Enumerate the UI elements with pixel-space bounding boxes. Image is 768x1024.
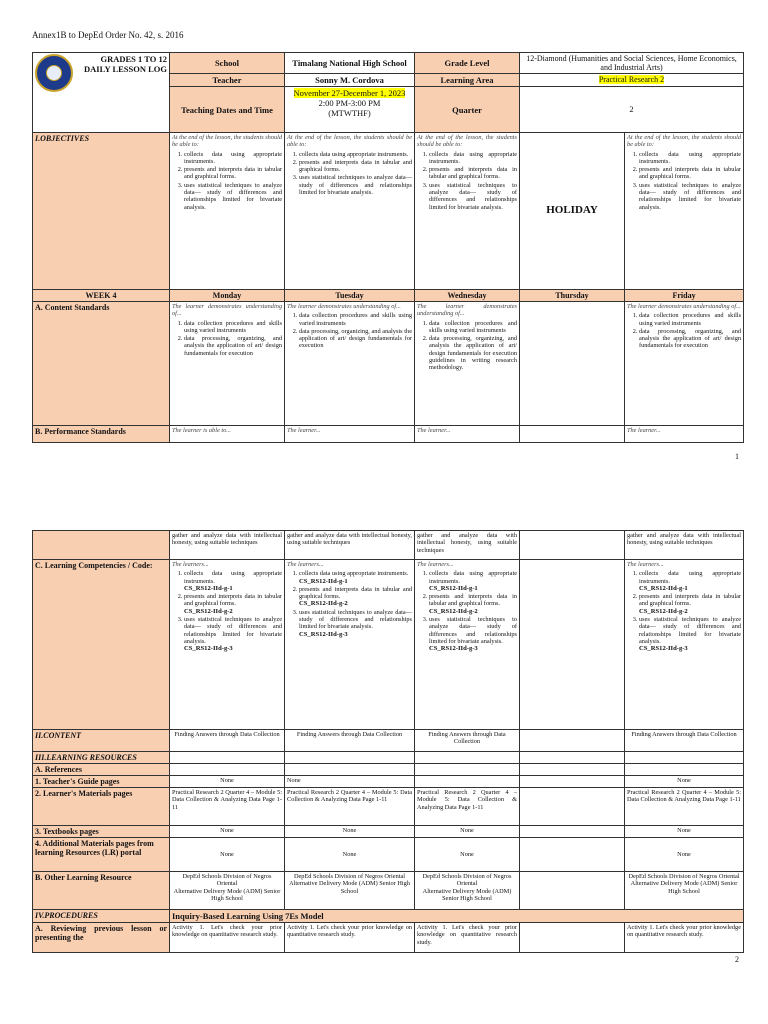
content-standards-intro: The learner demonstrates understanding of... <box>417 303 517 318</box>
content-standard-item: 1. data collection procedures and skills using varied instruments <box>184 320 282 335</box>
performance-standards-monday: The learner is able to... <box>170 426 285 443</box>
page-number: 1 <box>735 452 739 461</box>
content-standards-label: A. Content Standards <box>33 302 170 426</box>
objectives-wednesday <box>415 133 520 290</box>
competencies-friday <box>625 560 744 730</box>
competencies-intro: The learners... <box>417 561 454 568</box>
content-standard-item: 2. data processing, organizing, and analysis the application of art/ design fundamentals for execution <box>299 328 412 350</box>
competency-item: 2. presents and interprets data in tabular and graphical forms. CS_RS12-IId-g-2 <box>184 593 282 615</box>
grade-level-value: 12-Diamond (Humanities and Social Sciences, Home Economics, and Industrial Arts) <box>520 53 744 74</box>
references-empty <box>520 764 625 776</box>
performance-continued-thursday <box>520 531 625 560</box>
competency-item: 3. uses statistical techniques to analyze data— study of differences and relationships limited for bivariate analysis. CS_RS12-IId-g-3 <box>429 616 517 652</box>
other-resources-tuesday: DepEd Schools Division of Negros Oriental Alternative Delivery Mode (ADM) Senior High School <box>285 872 415 910</box>
competency-code: CS_RS12-IId-g-3 <box>299 630 348 638</box>
time-value: 2:00 PM-3:00 PM <box>318 98 381 108</box>
content-standard-item: 1. data collection procedures and skills using varied instruments <box>429 320 517 335</box>
activity-wednesday: Activity 1. Let's check your prior knowledge on quantitative research study. <box>415 923 520 953</box>
teacher-value: Sonny M. Cordova <box>285 74 415 87</box>
performance-standards-tuesday: The learner... <box>285 426 415 443</box>
competency-code: CS_RS12-IId-g-1 <box>429 584 478 592</box>
teachers-guide-tuesday: None <box>285 776 415 788</box>
grade-level-label: Grade Level <box>415 53 520 74</box>
content-wednesday: Finding Answers through Data Collection <box>415 730 520 752</box>
competency-code: CS_RS12-IId-g-2 <box>184 607 233 615</box>
content-thursday <box>520 730 625 752</box>
objective-item: 1. collects data using appropriate instruments. <box>429 151 517 166</box>
competency-code: CS_RS12-IId-g-1 <box>299 577 348 585</box>
competency-item: 1. collects data using appropriate instruments. CS_RS12-IId-g-1 <box>639 570 741 592</box>
performance-continued-friday: gather and analyze data with intellectual honesty, using suitable techniques <box>625 531 744 560</box>
content-monday: Finding Answers through Data Collection <box>170 730 285 752</box>
content-standards-friday <box>625 302 744 426</box>
objectives-intro: At the end of the lesson, the students should be able to: <box>172 134 283 149</box>
performance-standards-label: B. Performance Standards <box>33 426 170 443</box>
competency-item: 2. presents and interprets data in tabular and graphical forms. CS_RS12-IId-g-2 <box>299 586 412 608</box>
content-label: II.CONTENT <box>33 730 170 752</box>
content-standards-monday <box>170 302 285 426</box>
procedures-label: IV.PROCEDURES <box>33 910 170 923</box>
teachers-guide-monday: None <box>170 776 285 788</box>
additional-materials-friday: None <box>625 838 744 872</box>
day-thursday: Thursday <box>520 290 625 302</box>
additional-materials-monday: None <box>170 838 285 872</box>
other-resources-friday: DepEd Schools Division of Negros Oriental Alternative Delivery Mode (ADM) Senior High School <box>625 872 744 910</box>
competency-code: CS_RS12-IId-g-3 <box>184 645 233 653</box>
competency-item: 3. uses statistical techniques to analyze data— study of differences and relationships limited for bivariate analysis. CS_RS12-IId-g-3 <box>639 616 741 652</box>
additional-materials-label: 4. Additional Materials pages from learning Resources (LR) portal <box>33 838 170 872</box>
resources-empty <box>520 752 625 764</box>
references-empty <box>170 764 285 776</box>
competencies-intro: The learners... <box>287 561 324 568</box>
textbooks-tuesday: None <box>285 826 415 838</box>
competency-item: 2. presents and interprets data in tabular and graphical forms. CS_RS12-IId-g-2 <box>639 593 741 615</box>
objectives-intro: At the end of the lesson, the students should be able to: <box>417 134 517 149</box>
learning-area-cell <box>520 74 744 87</box>
objective-item: 1. collects data using appropriate instruments. <box>639 151 741 166</box>
objectives-intro: At the end of the lesson, the students should be able to: <box>287 134 412 149</box>
content-friday: Finding Answers through Data Collection <box>625 730 744 752</box>
objectives-intro: At the end of the lesson, the students should be able to: <box>627 134 742 149</box>
teachers-guide-thursday <box>520 776 625 788</box>
learners-materials-tuesday: Practical Research 2 Quarter 4 – Module 5: Data Collection & Analyzing Data Page 1-11 <box>285 788 415 826</box>
competencies-label: C. Learning Competencies / Code: <box>33 560 170 730</box>
objective-item: 2. presents and interprets data in tabular and graphical forms. <box>299 159 412 174</box>
competencies-wednesday <box>415 560 520 730</box>
content-standard-item: 1. data collection procedures and skills using varied instruments <box>639 312 741 327</box>
teacher-label: Teacher <box>170 74 285 87</box>
grade-title-cell <box>33 53 170 133</box>
dates-value: November 27-December 1, 2023 <box>293 88 406 98</box>
content-standards-intro: The learner demonstrates understanding of... <box>172 303 282 318</box>
textbooks-monday: None <box>170 826 285 838</box>
competency-code: CS_RS12-IId-g-1 <box>639 584 688 592</box>
annex-header: Annex1B to DepEd Order No. 42, s. 2016 <box>32 30 184 40</box>
learners-materials-wednesday: Practical Research 2 Quarter 4 – Module 5: Data Collection & Analyzing Data Page 1-11 <box>415 788 520 826</box>
teachers-guide-label: 1. Teacher's Guide pages <box>33 776 170 788</box>
day-tuesday: Tuesday <box>285 290 415 302</box>
textbooks-friday: None <box>625 826 744 838</box>
day-monday: Monday <box>170 290 285 302</box>
competencies-thursday <box>520 560 625 730</box>
grade-title: GRADES 1 TO 12 DAILY LESSON LOG <box>84 54 167 74</box>
content-standard-item: 2. data processing, organizing, and analysis the application of art/ design fundamentals for execution <box>639 328 741 350</box>
performance-continued-wednesday: gather and analyze data with intellectual honesty, using suitable techniques <box>415 531 520 560</box>
learning-area-label: Learning Area <box>415 74 520 87</box>
objective-item: 1. collects data using appropriate instruments. <box>184 151 282 166</box>
activity-tuesday: Activity 1. Let's check your prior knowledge on quantitative research study. <box>285 923 415 953</box>
page-number: 2 <box>735 955 739 964</box>
activity-thursday <box>520 923 625 953</box>
teachers-guide-friday: None <box>625 776 744 788</box>
content-standards-wednesday <box>415 302 520 426</box>
references-empty <box>625 764 744 776</box>
quarter-label: Quarter <box>415 87 520 133</box>
content-standards-intro: The learner demonstrates understanding of... <box>287 303 401 310</box>
competency-code: CS_RS12-IId-g-3 <box>429 645 478 653</box>
procedures-model: Inquiry-Based Learning Using 7Es Model <box>170 910 744 923</box>
quarter-value: 2 <box>520 87 744 133</box>
content-standard-item: 2. data processing, organizing, and analysis the application of art/ design fundamentals for execution <box>184 335 282 357</box>
learners-materials-friday: Practical Research 2 Quarter 4 – Module 5: Data Collection & Analyzing Data Page 1-11 <box>625 788 744 826</box>
objectives-monday <box>170 133 285 290</box>
competency-code: CS_RS12-IId-g-1 <box>184 584 233 592</box>
competency-item: 1. collects data using appropriate instruments. CS_RS12-IId-g-1 <box>429 570 517 592</box>
competencies-intro: The learners... <box>172 561 209 568</box>
competency-code: CS_RS12-IId-g-2 <box>299 600 348 608</box>
competency-code: CS_RS12-IId-g-2 <box>429 607 478 615</box>
resources-empty <box>170 752 285 764</box>
performance-standards-wednesday: The learner... <box>415 426 520 443</box>
competencies-tuesday <box>285 560 415 730</box>
textbooks-thursday <box>520 826 625 838</box>
dates-label: Teaching Dates and Time <box>170 87 285 133</box>
dll-table-page-2 <box>32 530 744 953</box>
other-resources-monday: DepEd Schools Division of Negros Oriental Alternative Delivery Mode (ADM) Senior High School <box>170 872 285 910</box>
day-friday: Friday <box>625 290 744 302</box>
activity-friday: Activity 1. Let's check your prior knowledge on quantitative research study. <box>625 923 744 953</box>
textbooks-wednesday: None <box>415 826 520 838</box>
content-tuesday: Finding Answers through Data Collection <box>285 730 415 752</box>
competency-item: 2. presents and interprets data in tabular and graphical forms. CS_RS12-IId-g-2 <box>429 593 517 615</box>
references-empty <box>415 764 520 776</box>
day-wednesday: Wednesday <box>415 290 520 302</box>
objective-item: 3. uses statistical techniques to analyze data— study of differences and relationships limited for bivariate analysis. <box>299 174 412 196</box>
references-empty <box>285 764 415 776</box>
content-standards-tuesday <box>285 302 415 426</box>
content-standard-item: 2. data processing, organizing, and analysis the application of art/ design fundamentals for execution guidelines in writing research methodology. <box>429 335 517 371</box>
resources-label: III.LEARNING RESOURCES <box>33 752 170 764</box>
school-label: School <box>170 53 285 74</box>
competency-code: CS_RS12-IId-g-2 <box>639 607 688 615</box>
content-standard-item: 1. data collection procedures and skills using varied instruments <box>299 312 412 327</box>
other-resources-label: B. Other Learning Resource <box>33 872 170 910</box>
additional-materials-wednesday: None <box>415 838 520 872</box>
days-value: (MTWTHF) <box>328 108 371 118</box>
competency-item: 1. collects data using appropriate instruments. CS_RS12-IId-g-1 <box>299 570 412 585</box>
additional-materials-tuesday: None <box>285 838 415 872</box>
week-label: WEEK 4 <box>33 290 170 302</box>
additional-materials-thursday <box>520 838 625 872</box>
learners-materials-monday: Practical Research 2 Quarter 4 – Module 5: Data Collection & Analyzing Data Page 1-11 <box>170 788 285 826</box>
performance-standards-thursday <box>520 426 625 443</box>
objective-item: 3. uses statistical techniques to analyze data— study of differences and relationships limited for bivariate analysis. <box>429 182 517 211</box>
objective-item: 2. presents and interprets data in tabular and graphical forms. <box>639 166 741 181</box>
competencies-monday <box>170 560 285 730</box>
performance-continued-tuesday: gather and analyze data with intellectual honesty, using suitable techniques <box>285 531 415 560</box>
reviewing-lesson-label: A. Reviewing previous lesson or presenting the <box>33 923 170 953</box>
competency-item: 3. uses statistical techniques to analyze data— study of differences and relationships limited for bivariate analysis. CS_RS12-IId-g-3 <box>299 609 412 638</box>
textbooks-label: 3. Textbooks pages <box>33 826 170 838</box>
objectives-tuesday <box>285 133 415 290</box>
learners-materials-thursday <box>520 788 625 826</box>
references-label: A. References <box>33 764 170 776</box>
resources-empty <box>285 752 415 764</box>
deped-seal-icon <box>35 54 73 92</box>
other-resources-wednesday: DepEd Schools Division of Negros Oriental Alternative Delivery Mode (ADM) Senior High School <box>415 872 520 910</box>
dll-table-page-1 <box>32 52 744 443</box>
content-standards-thursday <box>520 302 625 426</box>
performance-continued-label <box>33 531 170 560</box>
performance-continued-monday: gather and analyze data with intellectual honesty, using suitable techniques <box>170 531 285 560</box>
competency-code: CS_RS12-IId-g-3 <box>639 645 688 653</box>
objective-item: 2. presents and interprets data in tabular and graphical forms. <box>429 166 517 181</box>
objective-item: 3. uses statistical techniques to analyze data— study of differences and relationships limited for bivariate analysis. <box>184 182 282 211</box>
objectives-friday <box>625 133 744 290</box>
resources-empty <box>415 752 520 764</box>
content-standards-intro: The learner demonstrates understanding of... <box>627 303 741 310</box>
performance-standards-friday: The learner... <box>625 426 744 443</box>
objective-item: 2. presents and interprets data in tabular and graphical forms. <box>184 166 282 181</box>
learning-area-value: Practical Research 2 <box>598 75 665 84</box>
objectives-label: I.OBJECTIVES <box>33 133 170 290</box>
teachers-guide-wednesday <box>415 776 520 788</box>
dates-cell <box>285 87 415 133</box>
other-resources-thursday <box>520 872 625 910</box>
competency-item: 1. collects data using appropriate instruments. CS_RS12-IId-g-1 <box>184 570 282 592</box>
competencies-intro: The learners... <box>627 561 664 568</box>
objective-item: 3. uses statistical techniques to analyze data— study of differences and relationships limited for bivariate analysis. <box>639 182 741 211</box>
competency-item: 3. uses statistical techniques to analyze data— study of differences and relationships limited for bivariate analysis. CS_RS12-IId-g-3 <box>184 616 282 652</box>
activity-monday: Activity 1. Let's check your prior knowledge on quantitative research study. <box>170 923 285 953</box>
learners-materials-label: 2. Learner's Materials pages <box>33 788 170 826</box>
resources-empty <box>625 752 744 764</box>
school-value: Timalang National High School <box>285 53 415 74</box>
holiday-label: HOLIDAY <box>520 133 625 290</box>
objective-item: 1. collects data using appropriate instruments. <box>299 151 412 158</box>
